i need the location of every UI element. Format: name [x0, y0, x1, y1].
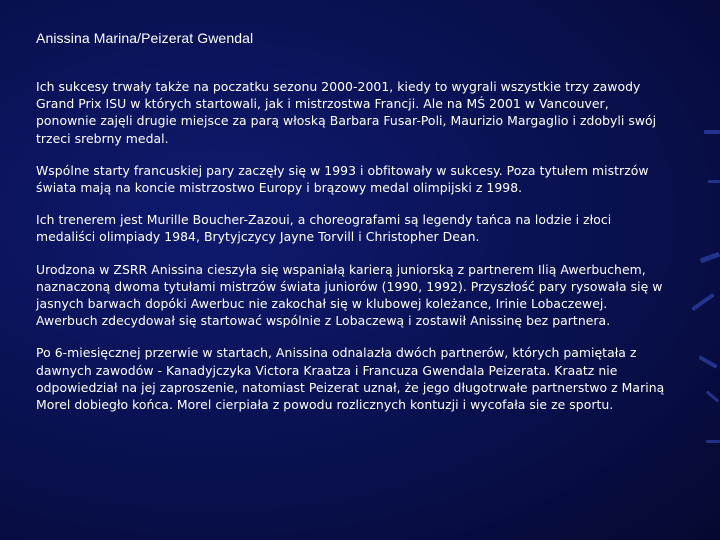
paragraph: Wspólne starty francuskiej pary zaczęły się w 1993 i obfitowały w sukcesy. Poza tytułem mistrzów świata mają na koncie mistrzostwo Europy i brązowy medal olimpijski z 1998.	[36, 162, 649, 196]
slide-title: Anissina Marina/Peizerat Gwendal	[36, 30, 254, 46]
decorative-streak	[704, 130, 720, 134]
decorative-streak	[706, 440, 720, 443]
paragraph: Urodzona w ZSRR Anissina cieszyła się wspaniałą karierą juniorską z partnerem Ilią Awerbuchem, naznaczoną dwoma tytułami mistrzów świata juniorów (1990, 1992). Przyszłość pary rysowała się w jasnych barwach dopóki Awerbuc nie zakochał się w klubowej koleżance, Irinie Lobaczewej. Awerbuch zdecydował się startować wspólnie z Lobaczewą i zostawił Anissinę bez partnera.	[36, 261, 663, 329]
decorative-streak	[698, 355, 717, 368]
decorative-streak	[700, 252, 720, 264]
paragraph: Ich sukcesy trwały także na poczatku sezonu 2000-2001, kiedy to wygrali wszystkie trzy zawody Grand Prix ISU w których startowali, jak i mistrzostwa Francji. Ale na MŚ 2001 w Vancouver, ponownie zajęli drugie miejsce za parą włoską Barbara Fusar-Poli, Maurizio Margaglio i zdobyli swój trzeci srebrny medal.	[36, 79, 657, 146]
slide-body	[36, 78, 666, 428]
paragraph: Po 6-miesięcznej przerwie w startach, Anissina odnalazła dwóch partnerów, których pamiętała z dawnych zawodów - Kanadyjczyka Victora Kraatza i Francuza Gwendala Peizerata. Kraatz nie odpowiedział na jej zaproszenie, natomiast Peizerat uznał, że jego długotrwałe partnerstwo z Mariną Morel dobiegło końca. Morel cierpiała z powodu rozlicznych kontuzji i wycofała sie ze sportu.	[36, 345, 665, 413]
decorative-streak	[691, 293, 715, 311]
decorative-streak	[708, 180, 720, 183]
decorative-streak	[706, 391, 719, 403]
paragraph: Ich trenerem jest Murille Boucher-Zazoui, a choreografami są legendy tańca na lodzie i złoci medaliści olimpiady 1984, Brytyjczycy Jayne Torvill i Christopher Dean.	[36, 212, 612, 245]
